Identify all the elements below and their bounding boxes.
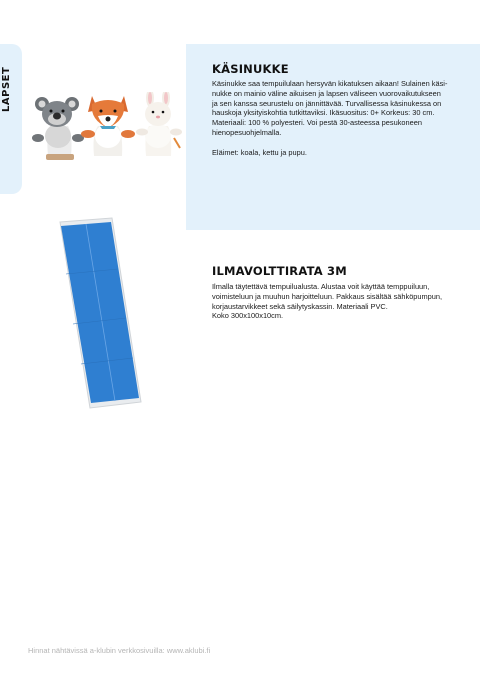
air-track-mat-image bbox=[48, 214, 152, 414]
product-description-kasinukke bbox=[212, 79, 457, 138]
description-line: hauskoja yksityiskohtia tutkittaviksi. Ikäsuositus: 0+ Korkeus: 30 cm. bbox=[212, 108, 435, 118]
product-title-ilmavolttirata: ILMAVOLTTIRATA 3M bbox=[212, 264, 347, 278]
description-line: korjaustarvikkeet sekä säilytyskassin. Materiaali PVC. bbox=[212, 301, 388, 311]
description-line: Materiaali: 100 % polyesteri. Voi pestä 30-asteessa pesukoneen bbox=[212, 118, 422, 128]
air-track-mat-icon bbox=[60, 218, 141, 408]
description-line: voimisteluun ja muuhun harjoitteluun. Pakkaus sisältää sähköpumpun, bbox=[212, 291, 443, 301]
bunny-puppet-icon bbox=[136, 92, 182, 156]
description-line: Koko 300x100x10cm. bbox=[212, 311, 284, 321]
puppets-image bbox=[28, 92, 182, 160]
product-variants-kasinukke: Eläimet: koala, kettu ja pupu. bbox=[212, 148, 307, 157]
description-line: Ilmalla täytettävä tempuilualusta. Alustaa voit käyttää temppuiluun, bbox=[212, 282, 430, 291]
description-line: Käsinukke saa tempuilulaan hersyvän kikatuksen aikaan! Sulainen käsi- bbox=[212, 79, 448, 88]
product-description-ilmavolttirata bbox=[212, 282, 457, 321]
footer-note: Hinnat nähtävissä a-klubin verkkosivuilla: www.aklubi.fi bbox=[28, 646, 211, 655]
description-line: hienopesuohjelmalla. bbox=[212, 127, 282, 137]
koala-puppet-icon bbox=[32, 97, 84, 160]
fox-puppet-icon bbox=[81, 96, 135, 156]
product-title-kasinukke: KÄSINUKKE bbox=[212, 62, 289, 76]
description-line: ja sen kanssa seurustelu on jännittävää. Turvallisessa käsinukessa on bbox=[212, 98, 442, 108]
description-line: nukke on mainio väline aikuisen ja lapsen väliseen vuorovaikutukseen bbox=[212, 88, 441, 98]
side-tab-label: LAPSET bbox=[1, 66, 12, 112]
